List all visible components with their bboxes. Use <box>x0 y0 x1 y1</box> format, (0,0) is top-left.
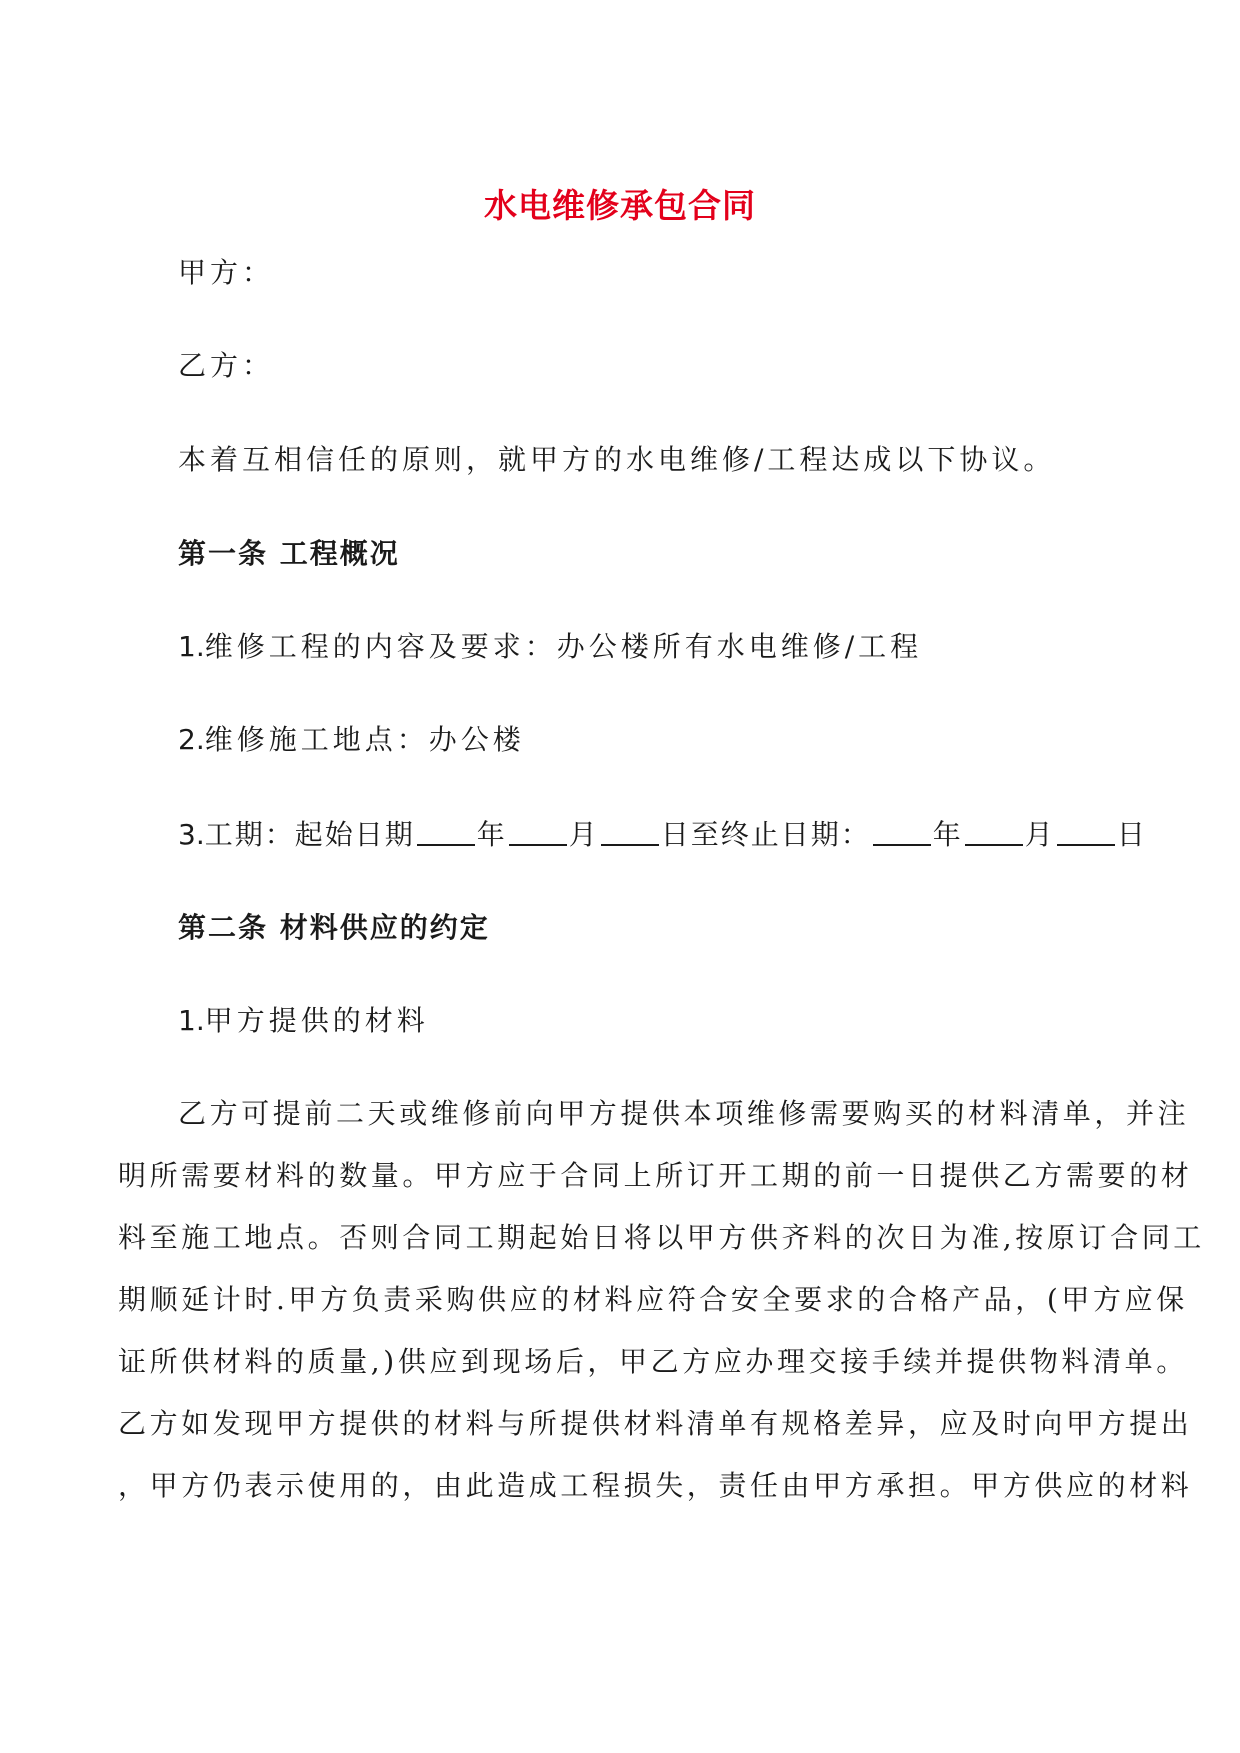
paragraph-line: ，甲方仍表示使用的，由此造成工程损失，责任由甲方承担。甲方供应的材料 <box>118 1469 1193 1502</box>
article2-item1 <box>178 1001 429 1041</box>
start-month-unit: 月 <box>568 818 599 851</box>
end-month-unit: 月 <box>1024 818 1055 851</box>
document-title: 水电维修承包合同 <box>484 186 756 225</box>
start-year-blank <box>417 814 475 846</box>
paragraph-line: 期顺延计时.甲方负责采购供应的材料应符合安全要求的合格产品，(甲方应保 <box>118 1283 1188 1316</box>
article2-heading: 第二条 材料供应的约定 <box>178 911 490 944</box>
article1-heading: 第一条 工程概况 <box>178 537 400 570</box>
article1-item2-number: 2. <box>178 723 205 756</box>
end-month-blank <box>965 814 1023 846</box>
article2-item1-number: 1. <box>178 1004 205 1037</box>
article1-item1-number: 1. <box>178 630 205 663</box>
paragraph-line: 明所需要材料的数量。甲方应于合同上所订开工期的前一日提供乙方需要的材 <box>118 1159 1193 1192</box>
article1-item1-text: 维修工程的内容及要求：办公楼所有水电维修/工程 <box>204 630 923 663</box>
article1-item3-number: 3. <box>178 818 205 851</box>
preamble-text: 本着互相信任的原则，就甲方的水电维修/工程达成以下协议。 <box>178 443 1056 476</box>
end-day-blank <box>1057 814 1115 846</box>
start-day-blank <box>601 814 659 846</box>
end-year-unit: 年 <box>932 818 963 851</box>
party-b-label: 乙方： <box>178 349 275 382</box>
article1-item3-label: 工期：起始日期 <box>204 818 415 851</box>
paragraph-line: 料至施工地点。否则合同工期起始日将以甲方供齐料的次日为准,按原订合同工 <box>118 1221 1205 1254</box>
party-a-label: 甲方： <box>178 256 275 289</box>
end-year-blank <box>873 814 931 846</box>
article1-item2-text: 维修施工地点：办公楼 <box>204 723 525 756</box>
paragraph-line: 乙方如发现甲方提供的材料与所提供材料清单有规格差异，应及时向甲方提出 <box>118 1407 1193 1440</box>
article1-item1 <box>178 627 922 667</box>
start-year-unit: 年 <box>476 818 507 851</box>
end-date-label: 日至终止日期： <box>660 818 871 851</box>
article2-item1-text: 甲方提供的材料 <box>204 1004 429 1037</box>
start-month-blank <box>509 814 567 846</box>
paragraph-line: 证所供材料的质量,)供应到现场后，甲乙方应办理交接手续并提供物料清单。 <box>118 1345 1188 1378</box>
end-day-unit: 日 <box>1116 818 1147 851</box>
article1-item3 <box>178 814 1147 855</box>
article1-item2 <box>178 720 525 760</box>
paragraph-line: 乙方可提前二天或维修前向甲方提供本项维修需要购买的材料清单，并注 <box>178 1097 1190 1130</box>
